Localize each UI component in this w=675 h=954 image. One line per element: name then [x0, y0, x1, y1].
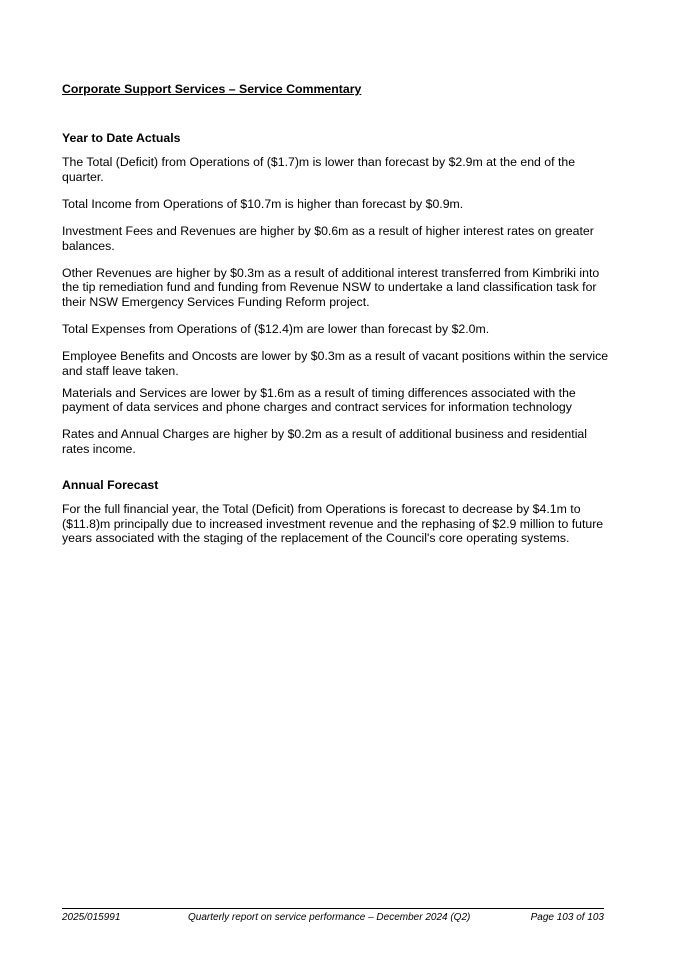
paragraph: Employee Benefits and Oncosts are lower by $0.3m as a result of vacant positions within the service and staff leave taken. [62, 349, 609, 378]
paragraph: Rates and Annual Charges are higher by $0.2m as a result of additional business and residential rates income. [62, 427, 587, 456]
paragraph: Investment Fees and Revenues are higher by $0.6m as a result of higher interest rates on greater balances. [62, 223, 594, 253]
paragraph: For the full financial year, the Total (Deficit) from Operations is forecast to decrease by $4.1m to ($11.8)m principally due to increased investment revenue and the rephasing of $2.9 million to future years associated with the staging of the replacement of the Council's core operating systems. [62, 502, 604, 546]
paragraph: Materials and Services are lower by $1.6m as a result of timing differences associated with the payment of data services and phone charges and contract services for information technology [62, 385, 576, 415]
paragraph: The Total (Deficit) from Operations of ($1.7)m is lower than forecast by $2.9m at the end of the quarter. [62, 155, 576, 184]
section-spacer [62, 469, 610, 478]
paragraph: Other Revenues are higher by $0.3m as a result of additional interest transferred from Kimbriki into the tip remediation fund and funding from Revenue NSW to undertake a land classification task for their NSW Emergency Services Funding Reform project. [62, 265, 600, 309]
section-heading-ytd: Year to Date Actuals [62, 131, 181, 145]
page-content [62, 81, 610, 558]
section-ytd-actuals [62, 131, 610, 456]
section-annual-forecast [62, 478, 610, 546]
footer-page-number: Page 103 of 103 [530, 912, 604, 923]
section-heading-forecast: Annual Forecast [62, 478, 159, 493]
footer-reference: 2025/015991 [62, 912, 121, 923]
page-title: Corporate Support Services – Service Commentary [62, 82, 362, 96]
paragraph: Total Expenses from Operations of ($12.4)m are lower than forecast by $2.0m. [62, 322, 490, 337]
page-footer [62, 908, 604, 923]
paragraph: Total Income from Operations of $10.7m is higher than forecast by $0.9m. [62, 196, 464, 211]
footer-description: Quarterly report on service performance – December 2024 (Q2) [188, 912, 471, 923]
